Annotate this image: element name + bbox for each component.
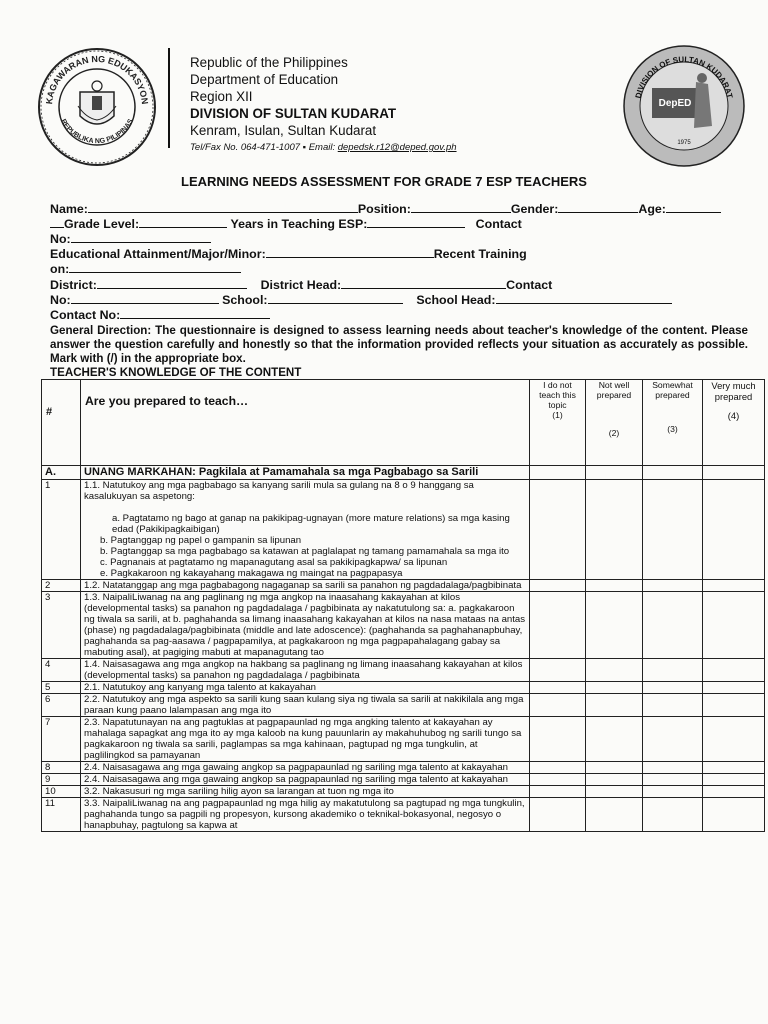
table-row — [42, 717, 765, 762]
checkbox-cell[interactable] — [643, 480, 703, 580]
row-subitem: a. Pagtatamo ng bago at ganap na pakikipag-ugnayan (more mature relations) sa mga kasing edad (Pakikipagkaibigan) — [112, 513, 510, 535]
general-direction: General Direction: The questionnaire is designed to assess learning needs about teacher's knowledge of the content. Please answer the question carefully and honestly so that the information provided reflects your situation as accurately as possible. Mark with (/) in the appropriate box. — [50, 324, 748, 365]
row-text — [81, 480, 530, 580]
assessment-table — [41, 379, 765, 832]
checkbox-cell[interactable] — [530, 786, 586, 798]
checkbox-cell[interactable] — [703, 798, 765, 832]
col-somewhat-header — [643, 380, 703, 466]
row-number: 1 — [42, 480, 81, 580]
col-not-teach-num: (1) — [552, 410, 563, 420]
contact-label-2: Contact — [506, 278, 553, 292]
row-number: 4 — [42, 659, 81, 682]
row-number: 11 — [42, 798, 81, 832]
checkbox-cell[interactable] — [530, 580, 586, 592]
checkbox-cell[interactable] — [703, 480, 765, 580]
checkbox-cell[interactable] — [586, 762, 643, 774]
training-on-field[interactable] — [69, 261, 241, 273]
row-number: 6 — [42, 694, 81, 717]
checkbox-cell[interactable] — [586, 580, 643, 592]
header-email-link[interactable]: depedsk.r12@deped.gov.ph — [337, 142, 457, 153]
educ-label: Educational Attainment/Major/Minor: — [50, 247, 266, 261]
row-number: 2 — [42, 580, 81, 592]
row-number: 8 — [42, 762, 81, 774]
info-row-8 — [50, 307, 750, 322]
name-field[interactable] — [88, 201, 358, 213]
table-row — [42, 592, 765, 659]
checkbox-cell[interactable] — [530, 682, 586, 694]
checkbox-cell[interactable] — [530, 659, 586, 682]
letterhead — [190, 54, 457, 156]
contact-no-label-2: No: — [50, 293, 71, 307]
school-head-label: School Head: — [416, 293, 496, 307]
district-field[interactable] — [97, 277, 247, 289]
header-division: DIVISION OF SULTAN KUDARAT — [190, 106, 397, 121]
division-seal-year: 1975 — [677, 140, 691, 146]
checkbox-cell[interactable] — [586, 659, 643, 682]
header-email-label: Email: — [308, 142, 336, 153]
section-a-title: UNANG MARKAHAN: Pagkilala at Pamamahala sa mga Pagbabago sa Sarili — [81, 466, 530, 480]
row-subitem: b. Pagtanggap ng papel o gampanin sa lipunan — [100, 535, 302, 546]
header-contact — [190, 139, 457, 156]
table-row — [42, 786, 765, 798]
division-seal-deped: DepED — [658, 98, 692, 109]
checkbox-cell[interactable] — [703, 717, 765, 762]
grade-level-label: Grade Level: — [64, 217, 140, 231]
checkbox-cell[interactable] — [530, 717, 586, 762]
seal-bottom-text: REPUBLIKA NG PILIPINAS — [59, 118, 135, 146]
info-row-7 — [50, 292, 750, 307]
training-on-label: on: — [50, 262, 70, 276]
grade-level-field[interactable] — [139, 216, 227, 228]
header-line1: Republic of the Philippines — [190, 55, 348, 70]
gender-field[interactable] — [558, 201, 638, 213]
checkbox-cell[interactable] — [643, 798, 703, 832]
years-label: Years in Teaching ESP: — [230, 217, 368, 231]
checkbox-cell[interactable] — [703, 786, 765, 798]
school-label: School: — [222, 293, 268, 307]
row-text: 2.2. Natutukoy ang mga aspekto sa sarili kung saan kulang siya ng tiwala sa sarili at nakikilala ang mga paraan kung paano lalampasan ang mga ito — [81, 694, 530, 717]
checkbox-cell[interactable] — [703, 659, 765, 682]
checkbox-cell[interactable] — [643, 466, 703, 480]
position-label: Position: — [357, 202, 411, 216]
checkbox-cell[interactable] — [703, 466, 765, 480]
hash-header: # — [42, 380, 81, 466]
info-row-4 — [50, 246, 750, 261]
info-row-5 — [50, 261, 750, 276]
row-text: 3.2. Nakasusuri ng mga sariling hilig ayon sa larangan at tuon ng mga ito — [81, 786, 530, 798]
table-row — [42, 774, 765, 786]
checkbox-cell[interactable] — [643, 659, 703, 682]
checkbox-cell[interactable] — [530, 592, 586, 659]
checkbox-cell[interactable] — [643, 774, 703, 786]
district-head-field[interactable] — [341, 277, 506, 289]
col-not-well-header — [586, 380, 643, 466]
col-not-teach-label: I do not teach this topic — [539, 380, 576, 410]
checkbox-cell[interactable] — [586, 466, 643, 480]
table-row — [42, 580, 765, 592]
checkbox-cell[interactable] — [586, 592, 643, 659]
years-field[interactable] — [367, 216, 465, 228]
school-field[interactable] — [268, 292, 403, 304]
row-text: 2.4. Naisasagawa ang mga gawaing angkop sa pagpapaunlad ng sariling mga talento at kakayahan — [81, 774, 530, 786]
table-header-row — [42, 380, 765, 466]
district-head-label: District Head: — [260, 278, 342, 292]
table-row — [42, 694, 765, 717]
checkbox-cell[interactable] — [530, 480, 586, 580]
row-text: 2.1. Natutukoy ang kanyang mga talento at kakayahan — [81, 682, 530, 694]
gender-label: Gender: — [510, 202, 559, 216]
checkbox-cell[interactable] — [703, 682, 765, 694]
checkbox-cell[interactable] — [703, 762, 765, 774]
checkbox-cell[interactable] — [643, 694, 703, 717]
col-somewhat-num: (3) — [667, 424, 678, 434]
table-row — [42, 762, 765, 774]
row-text: 1.4. Naisasagawa ang mga angkop na hakbang sa paglinang ng limang inaasahang kakayahan at kilos (developmental tasks) sa panahon ng pagdadalaga / pagbibinata — [81, 659, 530, 682]
row-text: 2.3. Napatutunayan na ang pagtuklas at pagpapaunlad ng mga angking talento at kakayahan ay mahalaga sapagkat ang mga ito ay mga kaloob na kung pauunlarin ay makahuhubog ng sarili tungo sa pagkakaroon ng tiwala sa sarili, paglampas sa mga kahinaan, pagtupad ng mga tungkulin, at paglilingkod sa pamayanan — [81, 717, 530, 762]
info-row-1 — [50, 201, 750, 216]
row-main-text: 1.1. Natutukoy ang mga pagbabago sa kanyang sarili mula sa gulang na 8 o 9 hanggang sa kasalukuyan sa aspetong: — [84, 480, 474, 502]
checkbox-cell[interactable] — [530, 762, 586, 774]
contact-no-field-1[interactable] — [71, 231, 211, 243]
checkbox-cell[interactable] — [530, 466, 586, 480]
header-line3: Region XII — [190, 89, 253, 104]
checkbox-cell[interactable] — [703, 592, 765, 659]
col-not-teach-header — [530, 380, 586, 466]
row-text: 1.2. Natatanggap ang mga pagbabagong nagaganap sa sarili sa panahon ng pagdadalaga/pagbibinata — [81, 580, 530, 592]
header-telfax: Tel/Fax No. 064-471-1007 — [190, 142, 301, 153]
seal-top-text: KAGAWARAN NG EDUKASYON — [44, 53, 150, 105]
checkbox-cell[interactable] — [643, 592, 703, 659]
checkbox-cell[interactable] — [586, 480, 643, 580]
checkbox-cell[interactable] — [703, 774, 765, 786]
header-line2: Department of Education — [190, 72, 339, 87]
row-subitem: b. Pagtanggap sa mga pagbabago sa katawan at paglalapat ng tamang pamamahala sa mga ito — [100, 546, 510, 557]
division-seal-logo — [622, 44, 746, 168]
checkbox-cell[interactable] — [530, 774, 586, 786]
division-seal-ring-text: DIVISION OF SULTAN KUDARAT — [633, 54, 735, 100]
grade-level-prefix-line — [50, 216, 64, 228]
col-very-much-label: Very much prepared — [711, 380, 756, 402]
table-row — [42, 659, 765, 682]
question-header: Are you prepared to teach… — [81, 380, 530, 466]
section-a-label: A. — [42, 466, 81, 480]
position-field[interactable] — [411, 201, 511, 213]
checkbox-cell[interactable] — [703, 694, 765, 717]
page-title: LEARNING NEEDS ASSESSMENT FOR GRADE 7 ESP TEACHERS — [181, 174, 587, 189]
table-row — [42, 480, 765, 580]
row-number: 5 — [42, 682, 81, 694]
checkbox-cell[interactable] — [530, 798, 586, 832]
checkbox-cell[interactable] — [586, 717, 643, 762]
contact-no-field-3[interactable] — [120, 307, 270, 319]
deped-seal-logo — [36, 46, 158, 168]
col-somewhat-label: Somewhat prepared — [652, 380, 693, 400]
col-very-much-num: (4) — [727, 410, 740, 421]
checkbox-cell[interactable] — [703, 580, 765, 592]
checkbox-cell[interactable] — [586, 786, 643, 798]
row-number: 3 — [42, 592, 81, 659]
col-not-well-label: Not well prepared — [596, 380, 632, 400]
checkbox-cell[interactable] — [586, 694, 643, 717]
educ-field[interactable] — [266, 246, 434, 258]
checkbox-cell[interactable] — [586, 798, 643, 832]
section-heading: TEACHER'S KNOWLEDGE OF THE CONTENT — [50, 366, 302, 379]
contact-no-field-2[interactable] — [71, 292, 219, 304]
info-row-6 — [50, 277, 750, 292]
row-text: 3.3. NaipaliLiwanag na ang pagpapaunlad ng mga hilig ay makatutulong sa pagtupad ng mga tungkulin, paghahanda tungo sa pagpili ng propesyon, kursong akademiko o teknikal-bokasyonal, negosyo o hanapbuhay, pagtulong sa kapwa at — [81, 798, 530, 832]
checkbox-cell[interactable] — [643, 717, 703, 762]
checkbox-cell[interactable] — [530, 694, 586, 717]
district-label: District: — [50, 278, 97, 292]
checkbox-cell[interactable] — [643, 580, 703, 592]
name-label: Name: — [50, 202, 88, 216]
bullet-icon: ▪ — [302, 142, 307, 153]
contact-label: Contact — [475, 217, 522, 231]
checkbox-cell[interactable] — [643, 762, 703, 774]
row-subitem: c. Pagnanais at pagtatamo ng mapanagutang asal sa pakikipagkapwa/ sa lipunan — [100, 557, 448, 568]
row-number: 7 — [42, 717, 81, 762]
checkbox-cell[interactable] — [586, 774, 643, 786]
checkbox-cell[interactable] — [643, 786, 703, 798]
checkbox-cell[interactable] — [586, 682, 643, 694]
info-row-2 — [50, 216, 750, 231]
row-text: 1.3. NaipaliLiwanag na ang paglinang ng mga angkop na inaasahang kakayahan at kilos (developmental tasks) sa panahon ng pagdadalaga / pagbibinata ay nakatutulong sa: a. pagkakaroon ng tiwala sa sarili, at b. paghahanda sa limang inaasahang kakayahan at kilos na nasa mataas na antas (phase) ng pagdadalaga/pagbibinata (middle and late adoscence): (paghahanda sa paghahanapbuhay, paghahanda sa pag-aasawa / pagpapamilya, at pagkakaroon ng mga pagpapahalagang gabay sa mabuting asal), at pagiging mabuti at mapanagutang tao — [81, 592, 530, 659]
age-label: Age: — [638, 202, 666, 216]
contact-no-label-3: Contact No: — [50, 308, 121, 322]
header-divider — [168, 48, 170, 148]
checkbox-cell[interactable] — [643, 682, 703, 694]
age-field[interactable] — [666, 201, 721, 213]
row-text: 2.4. Naisasagawa ang mga gawaing angkop sa pagpapaunlad ng sariling mga talento at kakayahan — [81, 762, 530, 774]
row-number: 9 — [42, 774, 81, 786]
table-row — [42, 798, 765, 832]
info-row-3 — [50, 231, 750, 246]
row-number: 10 — [42, 786, 81, 798]
table-row — [42, 682, 765, 694]
section-a-row — [42, 466, 765, 480]
col-not-well-num: (2) — [608, 428, 620, 438]
row-subitem: e. Pagkakaroon ng kakayahang makagawa ng maingat na pagpapasya — [100, 568, 403, 579]
school-head-field[interactable] — [496, 292, 672, 304]
col-very-much-header — [703, 380, 765, 466]
recent-training-label: Recent Training — [433, 247, 527, 261]
header-address: Kenram, Isulan, Sultan Kudarat — [190, 123, 377, 138]
contact-no-label-1: No: — [50, 232, 71, 246]
